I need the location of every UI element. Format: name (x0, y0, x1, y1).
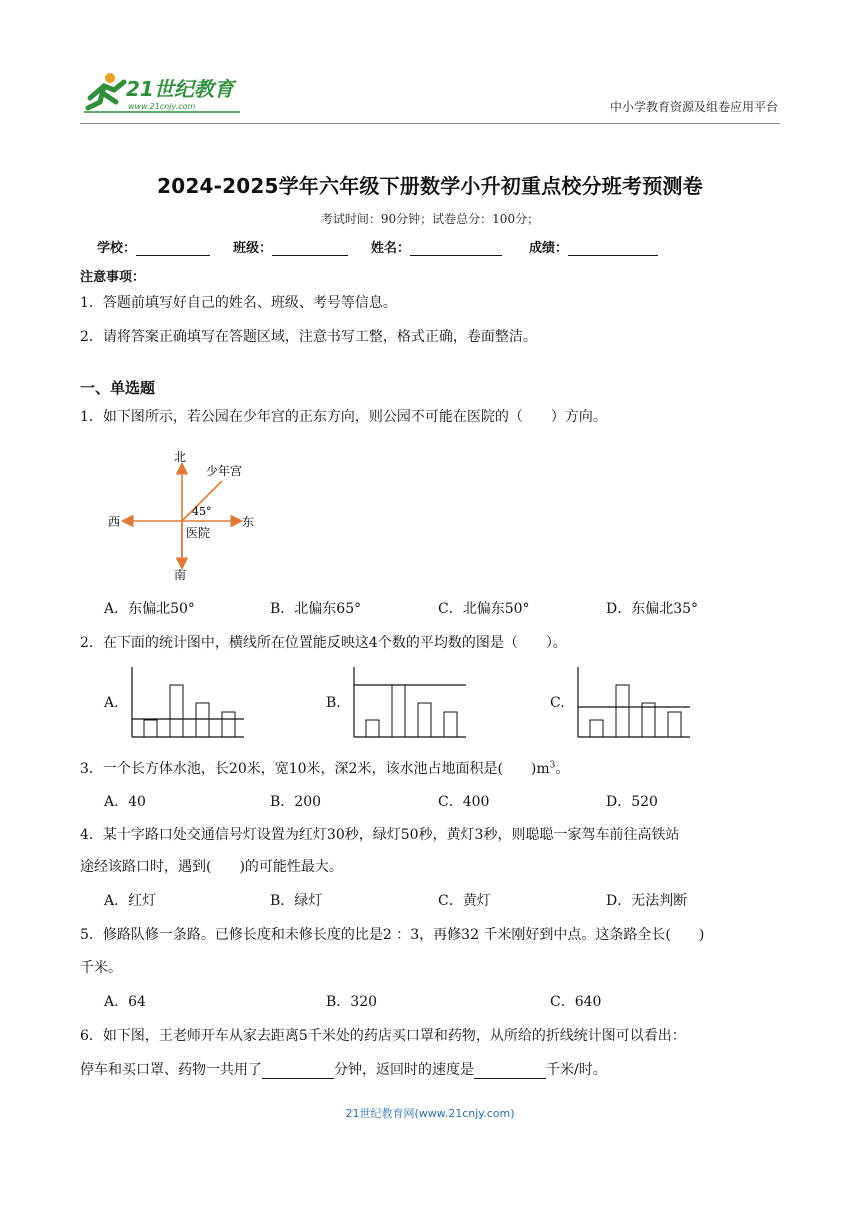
answer-blank[interactable] (474, 1064, 546, 1079)
question-6-line2: 停车和买口罩、药物一共用了 分钟，返回时的速度是 千米/时。 (80, 1062, 607, 1078)
question-4-line1: 4．某十字路口处交通信号灯设置为红灯30秒，绿灯50秒，黄灯3秒，则聪聪一家驾车前往高铁站 (80, 827, 680, 843)
notice-item: 2．请将答案正确填写在答题区域，注意书写工整，格式正确，卷面整洁。 (80, 329, 537, 345)
notice-item: 1．答题前填写好自己的姓名、班级、考号等信息。 (80, 295, 397, 311)
platform-name: 中小学教育资源及组卷应用平台 (609, 100, 778, 114)
angle-label: 45° (192, 505, 212, 518)
option-c[interactable]: C．北偏东50° (438, 601, 530, 617)
question-6-line1: 6．如下图，王老师开车从家去距离5千米处的药店买口罩和药物，从所给的折线统计图可以看出： (80, 1028, 686, 1044)
field-score[interactable]: 成绩： (529, 237, 658, 256)
option-b[interactable]: B．绿灯 (270, 893, 323, 909)
hospital-label: 医院 (186, 526, 211, 540)
field-name[interactable]: 姓名： (371, 237, 502, 256)
question-5-line1: 5．修路队修一条路。已修长度和未修长度的比是2 ：3，再修32 千米刚好到中点。这条路全长( ) (80, 927, 705, 943)
option-b[interactable]: B. (326, 695, 341, 711)
question-4-line2: 途经该路口时，遇到( )的可能性最大。 (80, 859, 343, 875)
question-3: 3．一个长方体水池，长20米，宽10米，深2米，该水池占地面积是( )$m^3$。 (80, 760, 570, 777)
option-a[interactable]: A．红灯 (104, 893, 157, 909)
option-a[interactable]: A. (104, 695, 119, 711)
bar-figure-c (574, 665, 690, 743)
question-2: 2．在下面的统计图中，横线所在位置能反映这4个数的平均数的图是（ ）。 (80, 635, 567, 651)
option-b[interactable]: B．320 (326, 994, 378, 1010)
youth-palace-label: 少年宫 (206, 464, 243, 478)
option-d[interactable]: D．520 (606, 794, 658, 810)
option-c[interactable]: C．640 (550, 994, 602, 1010)
logo-text: 21世纪教育 (126, 77, 234, 101)
site-logo (80, 68, 250, 116)
option-a[interactable]: A．40 (104, 794, 146, 810)
bar-figure-a (128, 665, 244, 743)
logo-url: www.21cnjy.com (128, 102, 196, 111)
option-c[interactable]: C. (550, 695, 565, 711)
west-label: 西 (108, 515, 121, 529)
section-title: 一、单选题 (80, 379, 156, 397)
field-school[interactable]: 学校： (97, 237, 210, 256)
option-b[interactable]: B．200 (270, 794, 322, 810)
header-divider (80, 123, 780, 124)
option-a[interactable]: A．东偏北50° (104, 601, 195, 617)
compass-figure (104, 445, 264, 583)
bar-figure-b (350, 665, 466, 743)
east-label: 东 (242, 515, 255, 529)
field-class[interactable]: 班级： (233, 237, 348, 256)
north-label: 北 (174, 450, 187, 464)
option-b[interactable]: B．北偏东65° (270, 601, 362, 617)
question-5-line2: 千米。 (80, 960, 122, 976)
option-c[interactable]: C．黄灯 (438, 893, 491, 909)
option-c[interactable]: C．400 (438, 794, 490, 810)
question-1: 1．如下图所示，若公园在少年宫的正东方向，则公园不可能在医院的（ ）方向。 (80, 409, 607, 425)
exam-title: 2024-2025学年六年级下册数学小升初重点校分班考预测卷 (157, 174, 703, 198)
south-label: 南 (174, 568, 187, 582)
option-d[interactable]: D．东偏北35° (606, 601, 699, 617)
answer-blank[interactable] (262, 1064, 334, 1079)
notice-heading: 注意事项： (80, 270, 146, 285)
exam-info: 考试时间：90分钟；试卷总分：100分； (320, 212, 540, 226)
option-d[interactable]: D．无法判断 (606, 893, 688, 909)
option-a[interactable]: A．64 (104, 994, 146, 1010)
footer-link[interactable]: 21世纪教育网(www.21cnjy.com) (345, 1107, 515, 1120)
